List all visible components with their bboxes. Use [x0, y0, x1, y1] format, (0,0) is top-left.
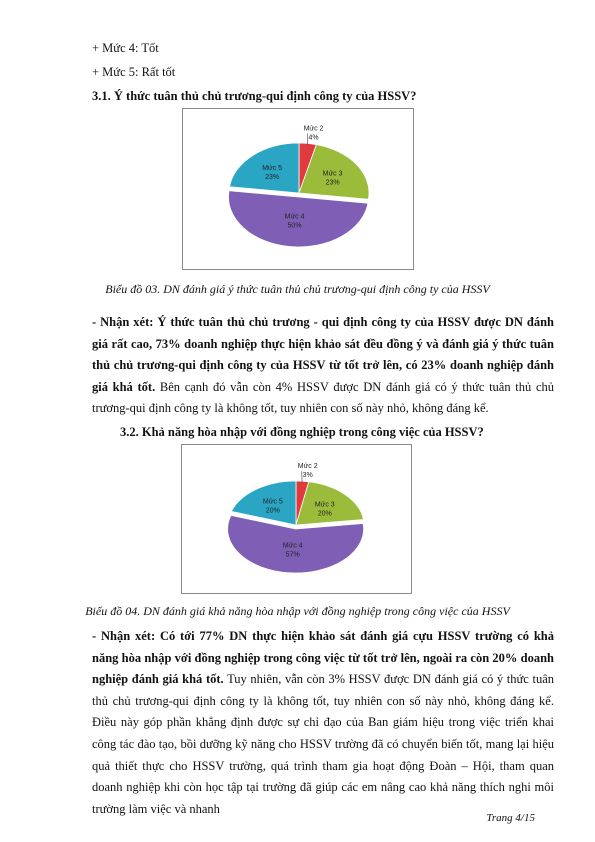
remark-3-2-bold: - Nhận xét: Có tới 77% DN thực hiện khảo sát đánh giá cựu HSSV trường có khả năng hòa nhập với đồng nghiệp trong công việc từ tốt trở lên, ngoài ra còn 20% doanh nghiệp đánh giá khá tốt.	[92, 629, 554, 687]
pie-label-name: Mức 2	[297, 463, 318, 471]
chart-04-caption: Biểu đồ 04. DN đánh giá khả năng hòa nhập với đồng nghiệp trong công việc của HSSV	[85, 604, 510, 618]
pie-chart-04	[182, 445, 411, 593]
pie-label-value: 50%	[287, 222, 302, 230]
chart-03-caption: Biểu đồ 03. DN đánh giá ý thức tuân thủ chủ trương-qui định công ty của HSSV	[105, 282, 490, 296]
level-4-item: + Mức 4: Tốt	[92, 41, 159, 55]
remark-3-2-normal: Tuy nhiên, vẫn còn 3% HSSV được DN đánh giá có ý thức tuân thủ chủ trương-qui định công ty là không tốt, tuy nhiên con số này nhỏ, không đáng kể. Điều này góp phần khẳng định được sự chỉ đạo của Ban giám hiệu trong việc triển khai công tác đào tạo, bồi dưỡng kỹ năng cho HSSV trường đã có chuyển biến tốt, mang lại hiệu quả thiết thực cho HSSV trường, quá trình tham gia hoạt động Đoàn – Hội, tham quan doanh nghiệp khi còn học tập tại trường đã giúp các em nâng cao khả năng thích nghi môi trường làm việc và nhanh	[92, 672, 555, 816]
pie-label-value: 20%	[265, 507, 280, 515]
pie-label-value: 4%	[308, 134, 319, 142]
chart-03-frame	[182, 108, 414, 270]
level-5-item: + Mức 5: Rất tốt	[92, 65, 176, 79]
pie-label-name: Mức 3	[314, 501, 335, 509]
section-3-2-remark	[92, 626, 554, 820]
chart-04-frame	[181, 444, 412, 594]
remark-3-1-normal: Bên cạnh đó vẫn còn 4% HSSV được DN đánh giá có ý thức tuân thủ chủ trương-qui định công ty là không tốt, tuy nhiên con số này nhỏ, không đáng kể.	[92, 379, 554, 416]
section-3-2-heading: 3.2. Khả năng hòa nhập với đồng nghiệp trong công việc của HSSV?	[120, 425, 484, 439]
pie-label-name: Mức 5	[262, 165, 283, 173]
pie-label-name: Mức 4	[282, 542, 303, 550]
pie-label-name: Mức 2	[303, 125, 324, 133]
section-3-1-remark	[92, 312, 554, 420]
pie-label-name: Mức 4	[284, 213, 305, 221]
pie-label-value: 3%	[302, 472, 313, 480]
pie-label-value: 20%	[317, 510, 332, 518]
section-3-1-heading: 3.1. Ý thức tuân thủ chủ trương-qui định công ty của HSSV?	[92, 89, 417, 103]
pie-label-value: 23%	[325, 179, 340, 187]
pie-label-name: Mức 3	[322, 170, 343, 178]
pie-label-name: Mức 5	[262, 498, 283, 506]
pie-label-value: 57%	[285, 551, 300, 559]
page-number: Trang 4/15	[486, 812, 535, 824]
pie-chart-03	[183, 109, 413, 269]
remark-3-1-bold: - Nhận xét: Ý thức tuân thủ chủ trương - qui định công ty của HSSV được DN đánh giá rất cao, 73% doanh nghiệp thực hiện khảo sát đều đồng ý và đánh giá ý thức tuân thủ chủ trương-qui định công ty của HSSV từ tốt trở lên, có 23% doanh nghiệp đánh giá khá tốt.	[92, 315, 554, 394]
pie-label-value: 23%	[265, 174, 280, 182]
